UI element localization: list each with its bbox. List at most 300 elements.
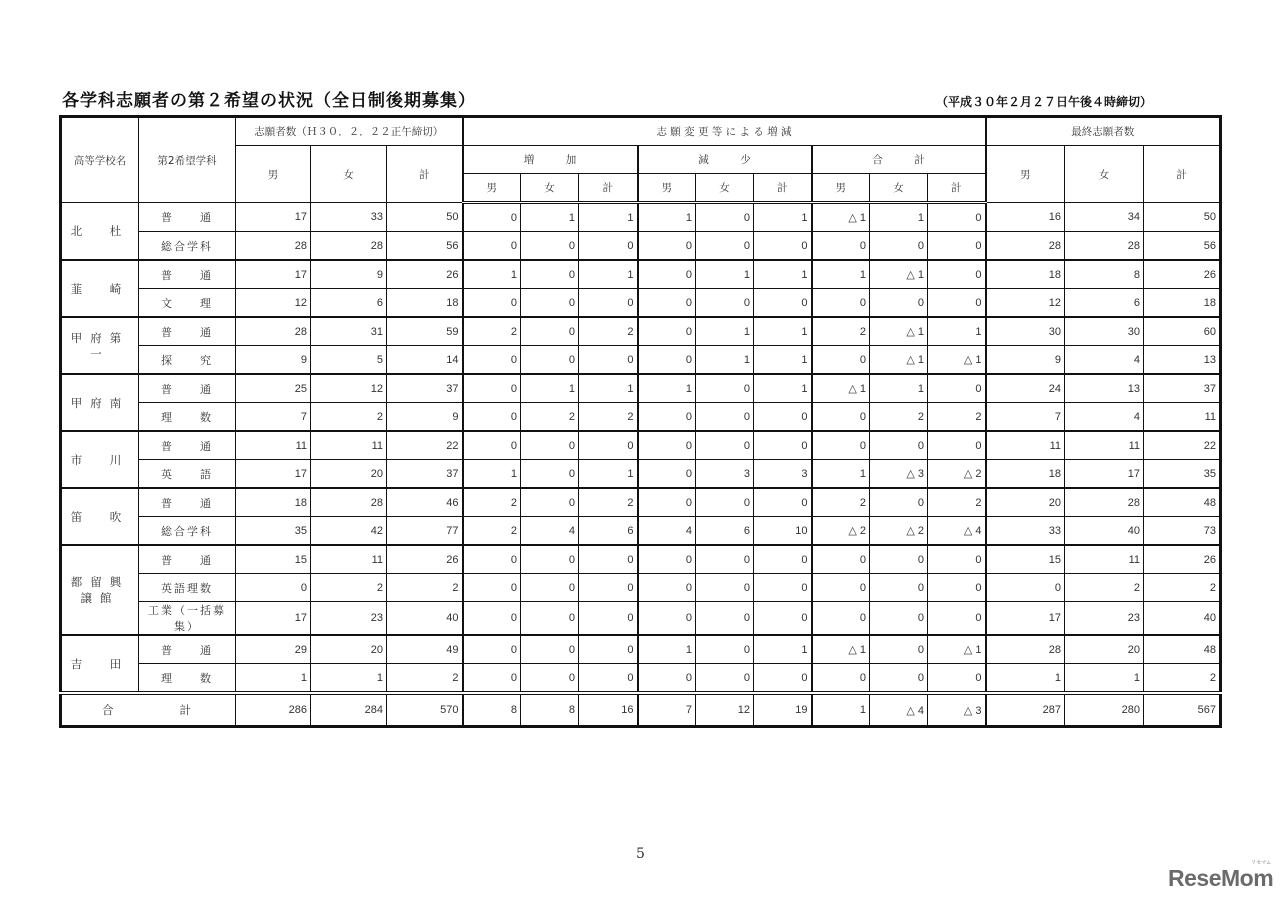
value-cell: 31 [311, 317, 387, 346]
table-row [61, 431, 1221, 460]
value-cell: 6 [1065, 289, 1144, 318]
table-row [61, 346, 1221, 375]
value-cell: 0 [928, 232, 986, 261]
value-cell: 28 [311, 232, 387, 261]
value-cell: 17 [236, 203, 311, 232]
value-cell: 0 [579, 545, 638, 574]
value-cell: 17 [236, 260, 311, 289]
value-cell: 0 [754, 289, 812, 318]
total-value-cell: 8 [463, 693, 521, 727]
value-cell: 10 [754, 517, 812, 546]
value-cell: 0 [696, 574, 754, 602]
value-cell: 0 [579, 574, 638, 602]
value-cell: 0 [463, 232, 521, 261]
table-row [61, 460, 1221, 489]
value-cell: 0 [754, 403, 812, 432]
total-value-cell: 12 [696, 693, 754, 727]
value-cell: △ 1 [870, 346, 928, 375]
value-cell: 2 [1144, 664, 1221, 694]
value-cell: 3 [754, 460, 812, 489]
value-cell: 11 [1144, 403, 1221, 432]
school-name: 吉 田 [61, 635, 139, 693]
value-cell: △ 1 [812, 374, 870, 403]
value-cell: 7 [236, 403, 311, 432]
page-title: 各学科志願者の第２希望の状況（全日制後期募集） [62, 91, 476, 111]
value-cell: 0 [521, 664, 579, 694]
value-cell: 22 [1144, 431, 1221, 460]
value-cell: 0 [638, 664, 696, 694]
value-cell: 0 [812, 346, 870, 375]
value-cell: △ 1 [928, 635, 986, 664]
value-cell: 0 [521, 602, 579, 636]
header-net-total: 計 [928, 174, 986, 203]
value-cell: 0 [638, 545, 696, 574]
value-cell: 2 [387, 664, 463, 694]
table-row [61, 545, 1221, 574]
value-cell: 2 [928, 488, 986, 517]
table-row [61, 602, 1221, 636]
value-cell: 0 [928, 574, 986, 602]
value-cell: 33 [311, 203, 387, 232]
value-cell: 0 [696, 545, 754, 574]
value-cell: △ 3 [870, 460, 928, 489]
total-value-cell: 284 [311, 693, 387, 727]
value-cell: 1 [579, 203, 638, 232]
value-cell: 2 [579, 488, 638, 517]
header-school: 高等学校名 [61, 117, 139, 203]
value-cell: △ 1 [928, 346, 986, 375]
value-cell: 1 [754, 317, 812, 346]
value-cell: 1 [521, 203, 579, 232]
value-cell: 1 [579, 374, 638, 403]
value-cell: 2 [579, 317, 638, 346]
value-cell: 35 [236, 517, 311, 546]
value-cell: 1 [870, 374, 928, 403]
total-value-cell: 7 [638, 693, 696, 727]
value-cell: 59 [387, 317, 463, 346]
value-cell: 5 [311, 346, 387, 375]
value-cell: 0 [638, 431, 696, 460]
value-cell: 0 [521, 635, 579, 664]
value-cell: 3 [696, 460, 754, 489]
value-cell: 2 [1144, 574, 1221, 602]
value-cell: 42 [311, 517, 387, 546]
value-cell: 0 [986, 574, 1065, 602]
value-cell: 1 [754, 374, 812, 403]
dept-name: 普 通 [139, 260, 236, 289]
value-cell: 0 [463, 374, 521, 403]
value-cell: 0 [579, 346, 638, 375]
table-row [61, 374, 1221, 403]
table-row [61, 635, 1221, 664]
value-cell: 0 [928, 203, 986, 232]
value-cell: 2 [521, 403, 579, 432]
value-cell: 73 [1144, 517, 1221, 546]
header-app-total: 計 [387, 146, 463, 203]
value-cell: 40 [1144, 602, 1221, 636]
value-cell: 0 [696, 232, 754, 261]
value-cell: 1 [812, 260, 870, 289]
table-row [61, 403, 1221, 432]
value-cell: 28 [311, 488, 387, 517]
value-cell: 12 [311, 374, 387, 403]
value-cell: 11 [236, 431, 311, 460]
value-cell: 0 [521, 346, 579, 375]
dept-name: 理 数 [139, 664, 236, 694]
value-cell: 0 [579, 635, 638, 664]
value-cell: 0 [928, 374, 986, 403]
value-cell: 11 [986, 431, 1065, 460]
value-cell: 0 [521, 317, 579, 346]
value-cell: 37 [387, 374, 463, 403]
value-cell: 49 [387, 635, 463, 664]
value-cell: 2 [311, 574, 387, 602]
value-cell: 28 [1065, 488, 1144, 517]
value-cell: 6 [579, 517, 638, 546]
value-cell: 20 [311, 635, 387, 664]
value-cell: 0 [812, 602, 870, 636]
value-cell: 15 [236, 545, 311, 574]
header-net-male: 男 [812, 174, 870, 203]
value-cell: 17 [1065, 460, 1144, 489]
value-cell: △ 1 [870, 317, 928, 346]
value-cell: 0 [236, 574, 311, 602]
dept-name: 理 数 [139, 403, 236, 432]
value-cell: △ 1 [812, 635, 870, 664]
value-cell: 28 [986, 232, 1065, 261]
value-cell: △ 2 [928, 460, 986, 489]
value-cell: 28 [236, 317, 311, 346]
value-cell: 60 [1144, 317, 1221, 346]
value-cell: 1 [928, 317, 986, 346]
dept-name: 文 理 [139, 289, 236, 318]
value-cell: 33 [986, 517, 1065, 546]
value-cell: 0 [928, 664, 986, 694]
header-app-female: 女 [311, 146, 387, 203]
value-cell: 0 [638, 232, 696, 261]
value-cell: 11 [311, 431, 387, 460]
value-cell: 0 [463, 635, 521, 664]
table-row [61, 317, 1221, 346]
value-cell: 18 [1144, 289, 1221, 318]
value-cell: 23 [311, 602, 387, 636]
value-cell: 37 [1144, 374, 1221, 403]
logo-ruby: リセマム [1251, 860, 1272, 866]
value-cell: 9 [387, 403, 463, 432]
value-cell: 12 [986, 289, 1065, 318]
total-value-cell: 286 [236, 693, 311, 727]
value-cell: 0 [521, 545, 579, 574]
value-cell: 0 [638, 460, 696, 489]
dept-name: 英語理数 [139, 574, 236, 602]
value-cell: 16 [986, 203, 1065, 232]
value-cell: 0 [696, 374, 754, 403]
value-cell: 4 [521, 517, 579, 546]
value-cell: 0 [754, 545, 812, 574]
dept-name: 普 通 [139, 431, 236, 460]
value-cell: 0 [928, 545, 986, 574]
logo-text: ReseMom [1168, 865, 1274, 891]
value-cell: 12 [236, 289, 311, 318]
value-cell: 2 [928, 403, 986, 432]
table-row [61, 488, 1221, 517]
dept-name: 英 語 [139, 460, 236, 489]
page-number: 5 [636, 846, 645, 862]
header-dept: 第2希望学科 [139, 117, 236, 203]
value-cell: 1 [638, 635, 696, 664]
value-cell: 1 [754, 260, 812, 289]
value-cell: 17 [986, 602, 1065, 636]
value-cell: 0 [463, 602, 521, 636]
value-cell: 46 [387, 488, 463, 517]
header-net: 合 計 [812, 146, 986, 174]
value-cell: 0 [754, 664, 812, 694]
total-value-cell: △ 4 [870, 693, 928, 727]
value-cell: 24 [986, 374, 1065, 403]
value-cell: 40 [1065, 517, 1144, 546]
value-cell: 0 [463, 664, 521, 694]
school-name: 甲府南 [61, 374, 139, 431]
value-cell: 15 [986, 545, 1065, 574]
value-cell: 0 [696, 289, 754, 318]
school-name: 北 杜 [61, 203, 139, 261]
total-value-cell: 570 [387, 693, 463, 727]
value-cell: 0 [579, 602, 638, 636]
value-cell: 0 [521, 460, 579, 489]
value-cell: 13 [1065, 374, 1144, 403]
value-cell: 26 [387, 260, 463, 289]
value-cell: △ 1 [812, 203, 870, 232]
value-cell: 0 [870, 289, 928, 318]
resemom-logo [1168, 860, 1274, 892]
header-inc-male: 男 [463, 174, 521, 203]
header-increase: 増 加 [463, 146, 638, 174]
value-cell: △ 4 [928, 517, 986, 546]
value-cell: 9 [986, 346, 1065, 375]
value-cell: 22 [387, 431, 463, 460]
value-cell: 0 [754, 602, 812, 636]
value-cell: 0 [812, 403, 870, 432]
value-cell: 0 [696, 602, 754, 636]
value-cell: 0 [812, 232, 870, 261]
dept-name: 普 通 [139, 203, 236, 232]
dept-name: 探 究 [139, 346, 236, 375]
value-cell: 0 [870, 602, 928, 636]
table-row [61, 517, 1221, 546]
value-cell: 1 [754, 635, 812, 664]
value-cell: 0 [521, 431, 579, 460]
value-cell: 1 [463, 260, 521, 289]
value-cell: 30 [986, 317, 1065, 346]
value-cell: 1 [579, 460, 638, 489]
value-cell: 20 [1065, 635, 1144, 664]
school-name: 甲府第一 [61, 317, 139, 374]
value-cell: 7 [986, 403, 1065, 432]
value-cell: 0 [754, 431, 812, 460]
value-cell: 1 [754, 346, 812, 375]
value-cell: 0 [870, 431, 928, 460]
header-net-female: 女 [870, 174, 928, 203]
value-cell: 0 [812, 289, 870, 318]
value-cell: 18 [986, 460, 1065, 489]
value-cell: 1 [870, 203, 928, 232]
value-cell: 0 [812, 431, 870, 460]
value-cell: 8 [1065, 260, 1144, 289]
total-value-cell: 280 [1065, 693, 1144, 727]
value-cell: 28 [1065, 232, 1144, 261]
total-value-cell: 1 [812, 693, 870, 727]
value-cell: 2 [812, 317, 870, 346]
dept-name: 普 通 [139, 545, 236, 574]
value-cell: 0 [696, 488, 754, 517]
value-cell: 18 [236, 488, 311, 517]
value-cell: 0 [521, 289, 579, 318]
value-cell: 0 [521, 260, 579, 289]
value-cell: 0 [638, 602, 696, 636]
value-cell: 0 [638, 289, 696, 318]
value-cell: 1 [311, 664, 387, 694]
value-cell: 1 [638, 374, 696, 403]
value-cell: 2 [870, 403, 928, 432]
table-row [61, 664, 1221, 694]
value-cell: 0 [696, 664, 754, 694]
value-cell: 77 [387, 517, 463, 546]
value-cell: 18 [387, 289, 463, 318]
value-cell: △ 2 [870, 517, 928, 546]
value-cell: 4 [638, 517, 696, 546]
value-cell: △ 1 [870, 260, 928, 289]
value-cell: 1 [696, 317, 754, 346]
value-cell: 0 [463, 431, 521, 460]
value-cell: 1 [696, 260, 754, 289]
table-body [61, 203, 1221, 727]
value-cell: 0 [521, 488, 579, 517]
value-cell: 56 [387, 232, 463, 261]
value-cell: 0 [696, 431, 754, 460]
value-cell: 0 [638, 346, 696, 375]
value-cell: 17 [236, 602, 311, 636]
value-cell: 2 [579, 403, 638, 432]
school-name: 市 川 [61, 431, 139, 488]
value-cell: 0 [812, 664, 870, 694]
value-cell: 2 [812, 488, 870, 517]
value-cell: 1 [638, 203, 696, 232]
value-cell: 0 [638, 317, 696, 346]
value-cell: 0 [463, 545, 521, 574]
value-cell: 17 [236, 460, 311, 489]
value-cell: 0 [696, 403, 754, 432]
value-cell: 23 [1065, 602, 1144, 636]
value-cell: 6 [311, 289, 387, 318]
header-final-male: 男 [986, 146, 1065, 203]
value-cell: 14 [387, 346, 463, 375]
value-cell: 48 [1144, 488, 1221, 517]
value-cell: 0 [754, 488, 812, 517]
value-cell: 20 [311, 460, 387, 489]
table-row [61, 289, 1221, 318]
value-cell: 0 [638, 403, 696, 432]
total-row [61, 693, 1221, 727]
total-value-cell: 287 [986, 693, 1065, 727]
table-row [61, 260, 1221, 289]
value-cell: 30 [1065, 317, 1144, 346]
value-cell: 2 [1065, 574, 1144, 602]
header-dec-female: 女 [696, 174, 754, 203]
dept-name: 普 通 [139, 374, 236, 403]
value-cell: 0 [870, 574, 928, 602]
total-value-cell: 16 [579, 693, 638, 727]
value-cell: 34 [1065, 203, 1144, 232]
value-cell: 0 [463, 289, 521, 318]
value-cell: 26 [387, 545, 463, 574]
value-cell: 1 [463, 460, 521, 489]
value-cell: 2 [387, 574, 463, 602]
value-cell: 2 [463, 488, 521, 517]
dept-name: 普 通 [139, 317, 236, 346]
value-cell: 50 [387, 203, 463, 232]
value-cell: 0 [638, 574, 696, 602]
value-cell: 0 [812, 574, 870, 602]
value-cell: 0 [638, 488, 696, 517]
value-cell: 1 [812, 460, 870, 489]
value-cell: 25 [236, 374, 311, 403]
value-cell: 2 [311, 403, 387, 432]
header-final-total: 計 [1144, 146, 1221, 203]
value-cell: 0 [928, 431, 986, 460]
value-cell: 56 [1144, 232, 1221, 261]
total-value-cell: 19 [754, 693, 812, 727]
header-decrease: 減 少 [638, 146, 812, 174]
value-cell: 9 [311, 260, 387, 289]
value-cell: 0 [870, 664, 928, 694]
value-cell: 13 [1144, 346, 1221, 375]
table-row [61, 203, 1221, 232]
value-cell: 37 [387, 460, 463, 489]
value-cell: 0 [696, 635, 754, 664]
school-name: 韮 崎 [61, 260, 139, 317]
value-cell: 2 [463, 517, 521, 546]
header-inc-total: 計 [579, 174, 638, 203]
value-cell: 0 [521, 232, 579, 261]
applicants-table [59, 115, 1222, 728]
value-cell: 9 [236, 346, 311, 375]
dept-name: 工業（一括募集） [139, 602, 236, 636]
school-name: 笛 吹 [61, 488, 139, 545]
value-cell: 11 [1065, 431, 1144, 460]
value-cell: 1 [521, 374, 579, 403]
value-cell: 0 [870, 232, 928, 261]
header-applicants: 志願者数（Ｈ３０．２．２２正午締切） [236, 117, 463, 146]
header-final: 最終志願者数 [986, 117, 1221, 146]
value-cell: 0 [754, 574, 812, 602]
value-cell: 1 [754, 203, 812, 232]
value-cell: 0 [928, 602, 986, 636]
dept-name: 総合学科 [139, 517, 236, 546]
value-cell: 20 [986, 488, 1065, 517]
header-dec-total: 計 [754, 174, 812, 203]
value-cell: 48 [1144, 635, 1221, 664]
value-cell: 0 [870, 488, 928, 517]
dept-name: 普 通 [139, 488, 236, 517]
value-cell: 0 [870, 635, 928, 664]
header-dec-male: 男 [638, 174, 696, 203]
value-cell: 2 [463, 317, 521, 346]
value-cell: 4 [1065, 403, 1144, 432]
value-cell: 11 [1065, 545, 1144, 574]
value-cell: 0 [521, 574, 579, 602]
dept-name: 総合学科 [139, 232, 236, 261]
table-row [61, 232, 1221, 261]
